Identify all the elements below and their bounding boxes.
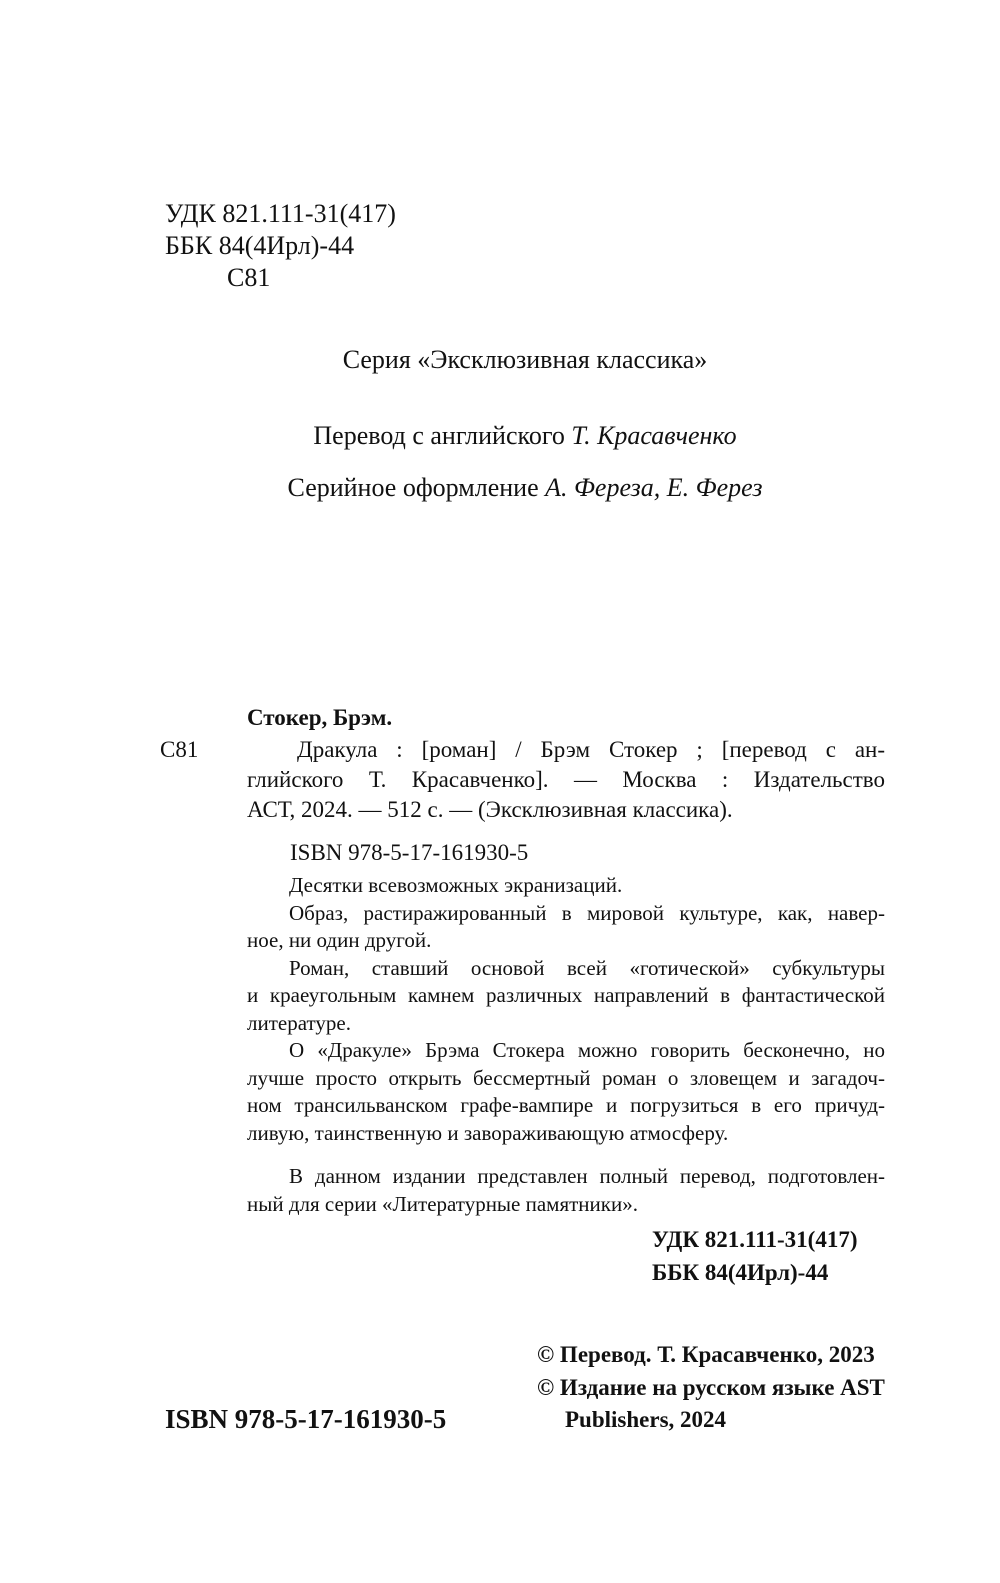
copyright-publisher: Publishers, 2024 xyxy=(565,1407,727,1432)
annotation xyxy=(247,872,885,1218)
catalog-line-1: Дракула : [роман] / Брэм Стокер ; [перевод с ан- xyxy=(297,737,885,762)
catalog-description xyxy=(247,735,885,825)
annotation-p2-l2: ное, ни один другой. xyxy=(247,928,432,952)
catalog-line-3: АСТ, 2024. — 512 с. — (Эксклюзивная классика). xyxy=(247,797,733,822)
series-line: Серия «Эксклюзивная классика» xyxy=(342,345,708,374)
catalog-isbn: ISBN 978-5-17-161930-5 xyxy=(290,840,529,865)
copyright-edition: © Издание на русском языке AST xyxy=(537,1375,885,1400)
header-code: С81 xyxy=(227,263,271,292)
design-line xyxy=(0,472,1000,504)
translator-name: Т. Красавченко xyxy=(571,421,737,450)
annotation-p4-l4: ливую, таинственную и завораживающую атмосферу. xyxy=(247,1120,729,1145)
annotation-p4-l2: лучше просто открыть бессмертный роман о зловещем и загадоч- xyxy=(247,1065,885,1090)
translation-line xyxy=(0,420,1000,452)
header-udk: УДК 821.111-31(417) xyxy=(165,199,396,228)
isbn-bottom: ISBN 978-5-17-161930-5 xyxy=(165,1404,447,1434)
annotation-note-l2: ный для серии «Литературные памятники». xyxy=(247,1191,638,1216)
annotation-p3-l3: литературе. xyxy=(247,1010,351,1035)
catalog-line-2: глийского Т. Красавченко]. — Москва : Издательство xyxy=(247,767,885,792)
header-bbk: ББК 84(4Ирл)-44 xyxy=(165,231,355,260)
classification-bbk: ББК 84(4Ирл)-44 xyxy=(652,1260,829,1285)
catalog-code: С81 xyxy=(160,737,199,762)
translation-label: Перевод с английского xyxy=(313,421,572,450)
design-label: Серийное оформление xyxy=(287,473,546,502)
annotation-p3-l2: и краеугольным камнем различных направлений в фантастической xyxy=(247,983,885,1007)
annotation-note-l1: В данном издании представлен полный перевод, подготовлен- xyxy=(289,1164,885,1188)
annotation-p4-l3: ном трансильванском графе-вампире и погрузиться в его причуд- xyxy=(247,1093,885,1117)
catalog-author: Стокер, Брэм. xyxy=(247,705,393,730)
annotation-p3-l1: Роман, ставший основой всей «готической» субкультуры xyxy=(289,955,885,980)
copyright-translation: © Перевод. Т. Красавченко, 2023 xyxy=(537,1342,875,1367)
annotation-p4-l1: О «Дракуле» Брэма Стокера можно говорить бесконечно, но xyxy=(289,1038,885,1062)
classification-udk: УДК 821.111-31(417) xyxy=(652,1227,858,1252)
annotation-p1: Десятки всевозможных экранизаций. xyxy=(289,873,623,897)
designer-names: А. Фереза, Е. Ферез xyxy=(545,473,763,502)
annotation-p2-l1: Образ, растиражированный в мировой культуре, как, навер- xyxy=(289,900,885,925)
